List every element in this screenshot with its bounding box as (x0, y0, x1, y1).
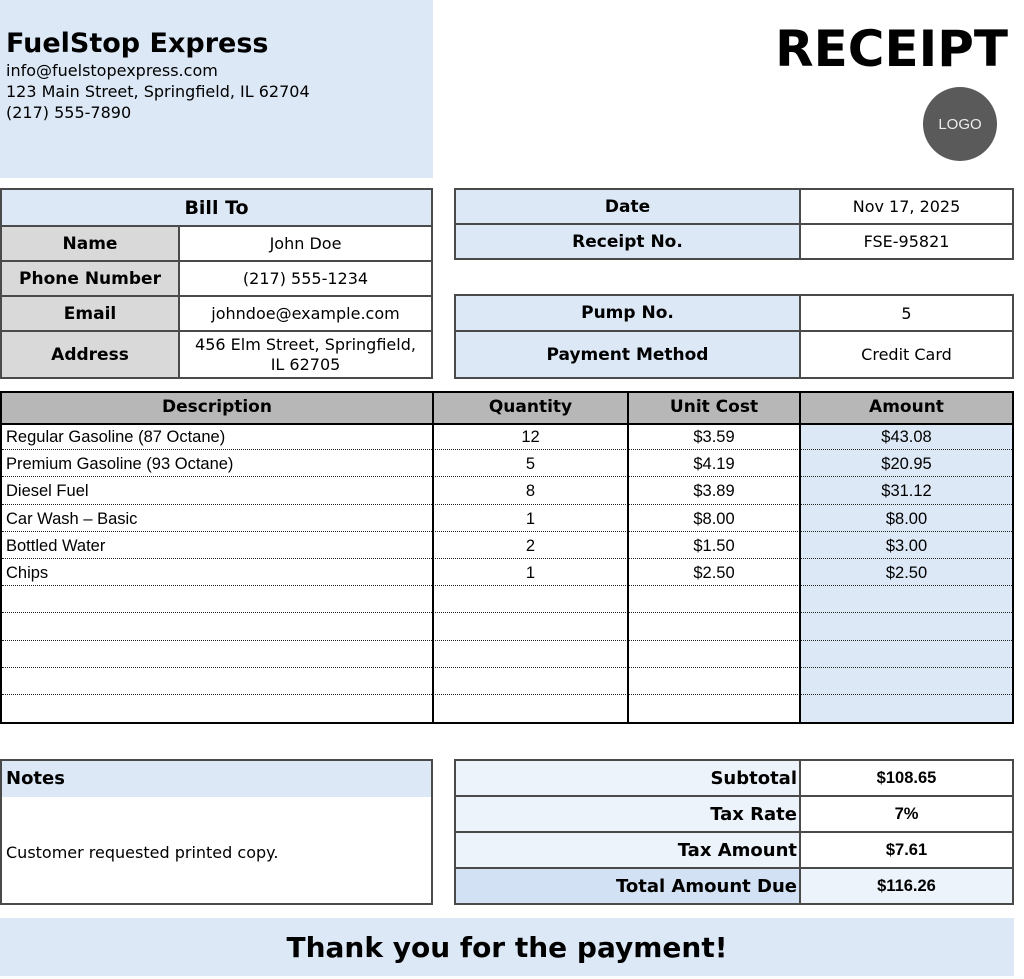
customer-name: John Doe (269, 234, 342, 253)
item-quantity: 2 (525, 536, 536, 555)
item-description: Premium Gasoline (93 Octane) (6, 455, 234, 474)
customer-phone: (217) 555-1234 (242, 269, 369, 288)
item-amount: $43.08 (881, 428, 932, 446)
table-row (2, 641, 1012, 668)
header-unit-cost: Unit Cost (669, 397, 759, 417)
item-unit-cost: $4.19 (693, 455, 735, 474)
bill-to-heading: Bill To (2, 190, 431, 225)
table-row (2, 586, 1012, 613)
tax-amount-value: $7.61 (885, 840, 928, 859)
table-row (2, 532, 1012, 559)
items-table (0, 391, 1014, 724)
customer-email: johndoe@example.com (211, 304, 400, 323)
item-unit-cost: $2.50 (693, 564, 735, 582)
tax-rate-label: Tax Rate (710, 803, 797, 825)
tax-rate-value: 7% (894, 804, 919, 823)
total-due-label: Total Amount Due (616, 875, 797, 897)
item-unit-cost: $1.50 (693, 536, 735, 555)
company-address: 123 Main Street, Springfield, IL 62704 (6, 82, 310, 101)
receipt-date: Nov 17, 2025 (852, 197, 961, 216)
logo-placeholder (923, 87, 997, 161)
header-amount: Amount (869, 397, 944, 417)
table-row (2, 505, 1012, 532)
item-quantity: 8 (525, 482, 536, 501)
date-label: Date (456, 190, 799, 223)
customer-address-line1: 456 Elm Street, Springfield, (195, 334, 416, 354)
phone-label: Phone Number (2, 262, 178, 295)
receipt-no-label: Receipt No. (456, 225, 799, 258)
name-label: Name (2, 227, 178, 260)
subtotal-value: $108.65 (876, 768, 937, 787)
item-unit-cost: $3.89 (693, 482, 735, 501)
address-label: Address (2, 332, 178, 377)
table-row (2, 613, 1012, 640)
item-quantity: 1 (525, 564, 536, 582)
notes-heading: Notes (6, 768, 65, 789)
notes-header (2, 761, 431, 797)
notes-box (0, 759, 433, 905)
item-description: Diesel Fuel (6, 482, 89, 501)
totals-table (454, 759, 1014, 905)
company-email: info@fuelstopexpress.com (6, 61, 218, 80)
thank-you-banner (0, 918, 1014, 976)
table-row (2, 450, 1012, 477)
item-quantity: 5 (525, 455, 536, 474)
customer-address-line2: IL 62705 (270, 354, 341, 374)
notes-text: Customer requested printed copy. (6, 843, 279, 862)
header-quantity: Quantity (488, 397, 573, 417)
item-quantity: 1 (525, 509, 536, 528)
table-row (2, 668, 1012, 695)
item-description: Chips (6, 564, 49, 582)
logo-text: LOGO (938, 115, 982, 133)
company-phone: (217) 555-7890 (6, 103, 132, 122)
company-name: FuelStop Express (6, 28, 269, 59)
table-row (2, 477, 1012, 504)
receipt-info-table (454, 188, 1014, 260)
table-row (2, 559, 1012, 586)
item-description: Bottled Water (6, 536, 106, 555)
item-unit-cost: $3.59 (693, 428, 735, 446)
payment-method-label: Payment Method (456, 332, 799, 377)
subtotal-label: Subtotal (710, 767, 797, 789)
item-amount: $3.00 (885, 536, 928, 555)
pump-number: 5 (901, 303, 912, 323)
item-amount: $8.00 (885, 509, 928, 528)
item-amount: $2.50 (885, 564, 928, 582)
bill-to-table (0, 188, 433, 379)
thank-you-text: Thank you for the payment! (286, 930, 728, 964)
receipt-title: RECEIPT (775, 20, 1008, 78)
item-unit-cost: $8.00 (693, 509, 735, 528)
table-row (2, 695, 1012, 722)
item-amount: $31.12 (881, 482, 932, 501)
email-label: Email (2, 297, 178, 330)
payment-method: Credit Card (861, 345, 952, 364)
item-quantity: 12 (521, 428, 540, 446)
items-header-row (2, 393, 1012, 425)
pump-payment-table (454, 294, 1014, 379)
item-amount: $20.95 (881, 455, 932, 474)
tax-amount-label: Tax Amount (677, 839, 797, 861)
pump-label: Pump No. (456, 296, 799, 330)
customer-address (180, 332, 431, 377)
table-row (2, 423, 1012, 450)
receipt-number: FSE-95821 (863, 232, 950, 251)
item-description: Regular Gasoline (87 Octane) (6, 428, 226, 446)
item-description: Car Wash – Basic (6, 509, 138, 528)
header-description: Description (162, 397, 272, 417)
total-due-value: $116.26 (877, 876, 936, 895)
